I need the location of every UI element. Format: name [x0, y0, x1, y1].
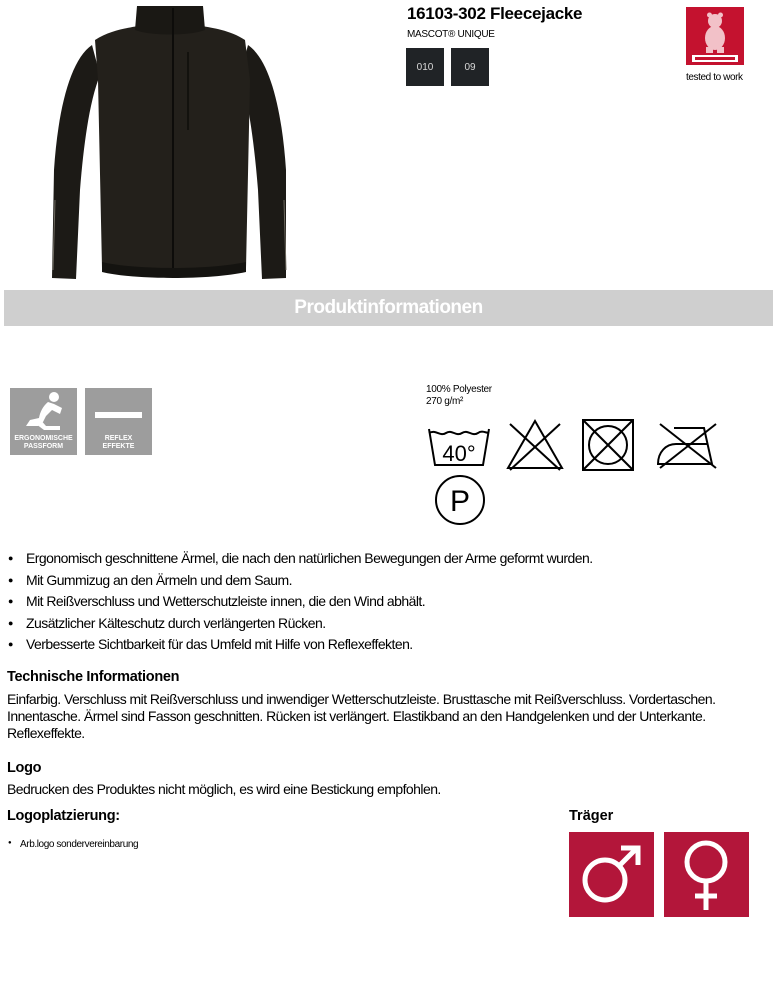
mascot-bear-logo-icon — [686, 7, 744, 65]
product-title: 16103-302 Fleecejacke — [407, 4, 583, 23]
feature-list — [8, 548, 768, 656]
tile-label: REFLEX EFFEKTE — [102, 435, 135, 450]
technical-text: Einfarbig. Verschluss mit Reißverschluss und inwendiger Wetterschutzleiste. Brusttasche mit Reißverschluss. Vordertaschen. Innentasche. Ärmel sind Fasson geschnitten. Rücken ist verlängert. Elastikband an den Handgelenken und der Unterkante. Reflexeffekte. — [7, 691, 716, 741]
wearer-male-tile — [569, 832, 654, 917]
female-symbol-icon — [664, 832, 749, 917]
wearer-heading: Träger — [569, 808, 614, 824]
no-bleach-icon — [504, 418, 566, 472]
tile-label: ERGONOMISCHE PASSFORM — [14, 435, 73, 450]
product-image — [40, 0, 300, 285]
material-composition: 100% Polyester — [426, 384, 492, 395]
list-item: ● Mit Gummizug an den Ärmeln und dem Saum. — [8, 570, 768, 592]
svg-text:P: P — [449, 485, 471, 518]
color-swatch[interactable]: 09 — [451, 48, 489, 86]
male-symbol-icon — [569, 832, 654, 917]
feature-tile-ergonomic — [10, 388, 77, 455]
material-info — [426, 384, 492, 408]
no-tumble-dry-icon — [580, 418, 636, 472]
wash-40-icon — [426, 425, 492, 469]
brand-logo — [686, 7, 744, 65]
color-swatch[interactable]: 010 — [406, 48, 444, 86]
logo-placement-heading: Logoplatzierung: — [7, 808, 120, 824]
no-ironing-icon — [654, 418, 720, 472]
svg-text:40°: 40° — [442, 441, 476, 466]
list-item: ● Mit Reißverschluss und Wetterschutzleiste innen, die den Wind abhält. — [8, 591, 768, 613]
technical-heading: Technische Informationen — [7, 669, 180, 685]
product-brand: MASCOT® UNIQUE — [407, 29, 495, 40]
brand-tagline: tested to work — [686, 72, 743, 83]
list-item: ● Zusätzlicher Kälteschutz durch verlängerten Rücken. — [8, 613, 768, 635]
wearer-female-tile — [664, 832, 749, 917]
section-title: Produktinformationen — [294, 297, 483, 318]
logo-text: Bedrucken des Produktes nicht möglich, es wird eine Bestickung empfohlen. — [7, 781, 441, 797]
list-item: ● Ergonomisch geschnittene Ärmel, die nach den natürlichen Bewegungen der Arme geformt wurden. — [8, 548, 768, 570]
list-item: ● Verbesserte Sichtbarkeit für das Umfeld mit Hilfe von Reflexeffekten. — [8, 634, 768, 656]
dry-clean-p-icon — [432, 474, 488, 526]
section-banner — [4, 290, 773, 326]
logo-heading: Logo — [7, 760, 42, 776]
logo-placement-item: ● Arb.logo sondervereinbarung — [8, 839, 138, 850]
feature-tile-reflex — [85, 388, 152, 455]
material-weight: 270 g/m² — [426, 396, 464, 407]
